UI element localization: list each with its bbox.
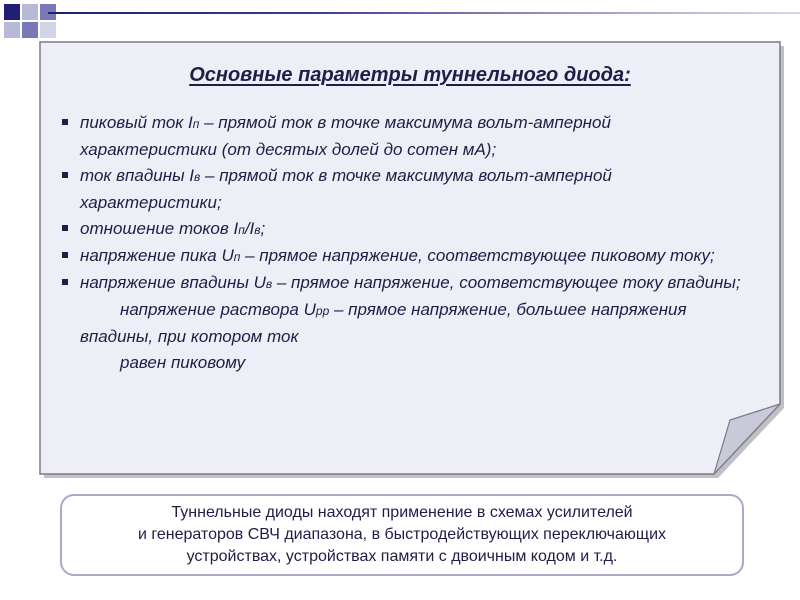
header-line	[48, 12, 800, 14]
bullet-icon	[62, 225, 68, 231]
decor-square-dark	[4, 4, 20, 20]
item-text: пиковый ток I	[80, 113, 193, 132]
item-subscript: п	[192, 117, 200, 131]
decor-square-light-2	[4, 22, 20, 38]
bullet-icon	[62, 252, 68, 258]
item-subscript: в	[265, 277, 273, 291]
item-text: – прямое напряжение, большее напряжения впадины, при котором ток	[80, 300, 687, 346]
item-text: равен пиковому	[120, 353, 246, 372]
item-text: – прямой ток в точке максимума вольт-амперной характеристики (от десятых долей до сотен мА);	[80, 113, 611, 159]
item-subscript: рр	[315, 304, 330, 318]
decor-square-light	[22, 4, 38, 20]
note-line-2: и генераторов СВЧ диапазона, в быстродействующих переключающих	[137, 526, 667, 543]
item-text: ;	[260, 219, 266, 238]
item-text: – прямое напряжение, соответствующее пиковому току;	[240, 246, 715, 265]
list-item	[62, 297, 752, 350]
item-subscript: п	[238, 223, 245, 237]
parameters-list	[62, 110, 752, 376]
card-title: Основные параметры туннельного диода:	[189, 64, 631, 86]
item-text: напряжение раствора U	[120, 300, 316, 319]
decor-square-light-3	[40, 22, 56, 38]
parameters-card	[40, 42, 780, 474]
item-text: отношение токов I	[80, 219, 239, 238]
decor-square-mid-2	[22, 22, 38, 38]
item-subscript: в	[254, 223, 261, 237]
list-item	[62, 163, 752, 216]
application-note-box	[60, 494, 744, 576]
item-text: напряжение пика U	[80, 246, 234, 265]
item-text: – прямой ток в точке максимума вольт-амперной характеристики;	[80, 166, 612, 212]
note-line-3: устройствах, устройствах памяти с двоичным кодом и т.д.	[186, 548, 618, 565]
list-item	[62, 270, 752, 297]
bullet-icon	[62, 119, 68, 125]
list-item	[62, 110, 752, 163]
bullet-icon	[62, 279, 68, 285]
list-item	[62, 216, 752, 243]
item-text: – прямое напряжение, соответствующее току впадины;	[272, 273, 741, 292]
item-subscript: п	[233, 250, 241, 264]
bullet-icon	[62, 172, 68, 178]
item-text: ток впадины I	[80, 166, 195, 185]
list-item	[62, 350, 752, 376]
item-subscript: в	[194, 170, 201, 184]
application-note-text	[62, 502, 742, 568]
list-item	[62, 243, 752, 270]
item-text: напряжение впадины U	[80, 273, 266, 292]
item-text: /I	[244, 219, 255, 238]
note-line-1: Туннельные диоды находят применение в схемах усилителей	[171, 504, 633, 521]
